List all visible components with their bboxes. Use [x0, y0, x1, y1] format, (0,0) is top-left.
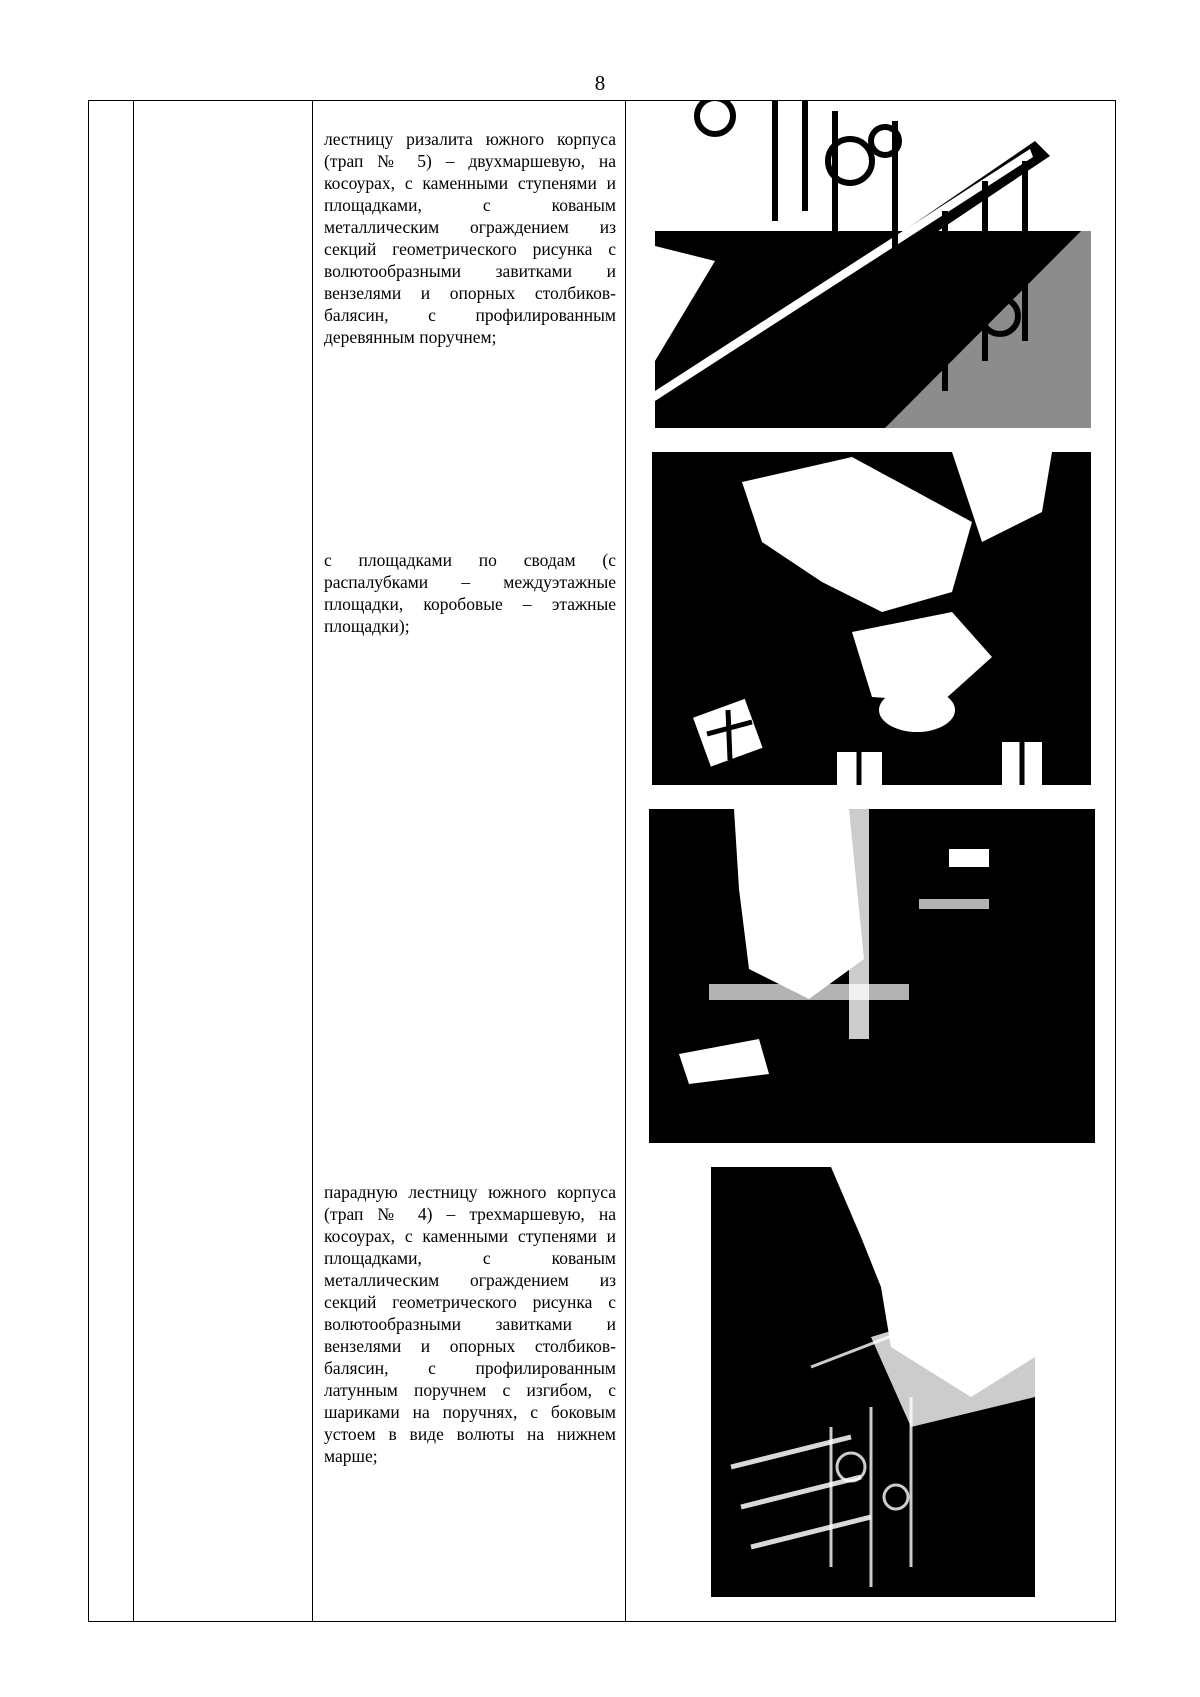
staircase-description: лестницу ризалита южного корпуса (трап № 5) – двухмаршевую, на косоурах, с каменными ступенями и площадками, с кованым металлическим ограждением из секций геометрического рисунка с волютообразными завитками и вензелями и опорных столбиков-балясин, с профилированным деревянным поручнем;	[324, 129, 616, 347]
railing-photo	[655, 101, 1091, 428]
main-staircase-photo	[711, 1167, 1035, 1597]
column-divider	[133, 101, 134, 1621]
column-divider	[625, 101, 626, 1621]
main-staircase-description: парадную лестницу южного корпуса (трап № 4) – трехмаршевую, на косоурах, с каменными ступенями и площадками, с кованым металлическим ограждением из секций геометрического рисунка с волютообразными завитками и вензелями и опорных столбиков-балясин, с профилированным латунным поручнем с изгибом, с шариками на поручнях, с боковым устоем в виде волюты на нижнем марше;	[324, 1182, 616, 1466]
stair-interior-photo	[649, 809, 1095, 1143]
landing-description: с площадками по сводам (с распалубками – междуэтажные площадки, коробовые – этажные площадки);	[324, 550, 616, 636]
document-table	[88, 100, 1116, 1622]
vault-ceiling-photo	[652, 452, 1091, 785]
column-divider	[312, 101, 313, 1621]
page-number: 8	[594, 71, 606, 95]
